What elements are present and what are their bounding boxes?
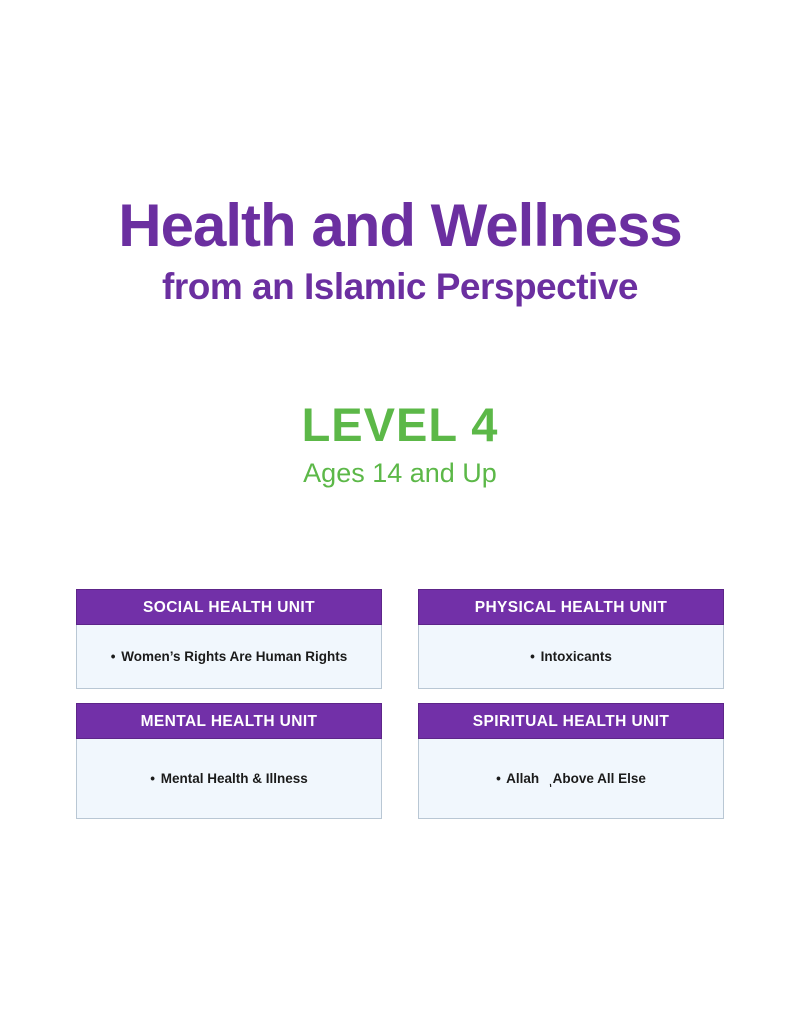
unit-heading: MENTAL HEALTH UNIT	[76, 703, 382, 739]
unit-heading: PHYSICAL HEALTH UNIT	[418, 589, 724, 625]
unit-item-label: Women’s Rights Are Human Rights	[121, 648, 348, 664]
bullet-icon: •	[496, 771, 501, 786]
unit-item-label-suffix: Above All Else	[552, 771, 646, 786]
unit-heading: SOCIAL HEALTH UNIT	[76, 589, 382, 625]
unit-heading: SPIRITUAL HEALTH UNIT	[418, 703, 724, 739]
unit-list-item	[101, 648, 358, 666]
unit-item-label: Intoxicants	[540, 648, 612, 664]
level-label: LEVEL 4	[301, 398, 499, 451]
unit-list-item	[520, 648, 622, 666]
unit-card-social	[76, 589, 382, 689]
unit-item-label: Allah	[506, 771, 540, 786]
page-title: Health and Wellness	[118, 192, 682, 259]
unit-list-item	[140, 770, 318, 788]
bullet-icon: •	[110, 648, 116, 664]
level-ages: Ages 14 and Up	[303, 458, 497, 488]
unit-list-item	[486, 769, 656, 788]
unit-body	[418, 739, 724, 819]
unit-body	[76, 625, 382, 689]
bullet-icon: •	[150, 770, 155, 786]
honorific-glyph	[543, 769, 549, 787]
unit-card-spiritual	[418, 703, 724, 819]
unit-item-label: Mental Health & Illness	[160, 770, 308, 786]
title-block	[0, 192, 800, 310]
level-block	[0, 398, 800, 490]
unit-body	[418, 625, 724, 689]
page-subtitle: from an Islamic Perspective	[162, 266, 638, 307]
unit-card-mental	[76, 703, 382, 819]
bullet-icon: •	[530, 648, 535, 664]
unit-card-physical	[418, 589, 724, 689]
unit-body	[76, 739, 382, 819]
units-grid	[76, 589, 724, 819]
